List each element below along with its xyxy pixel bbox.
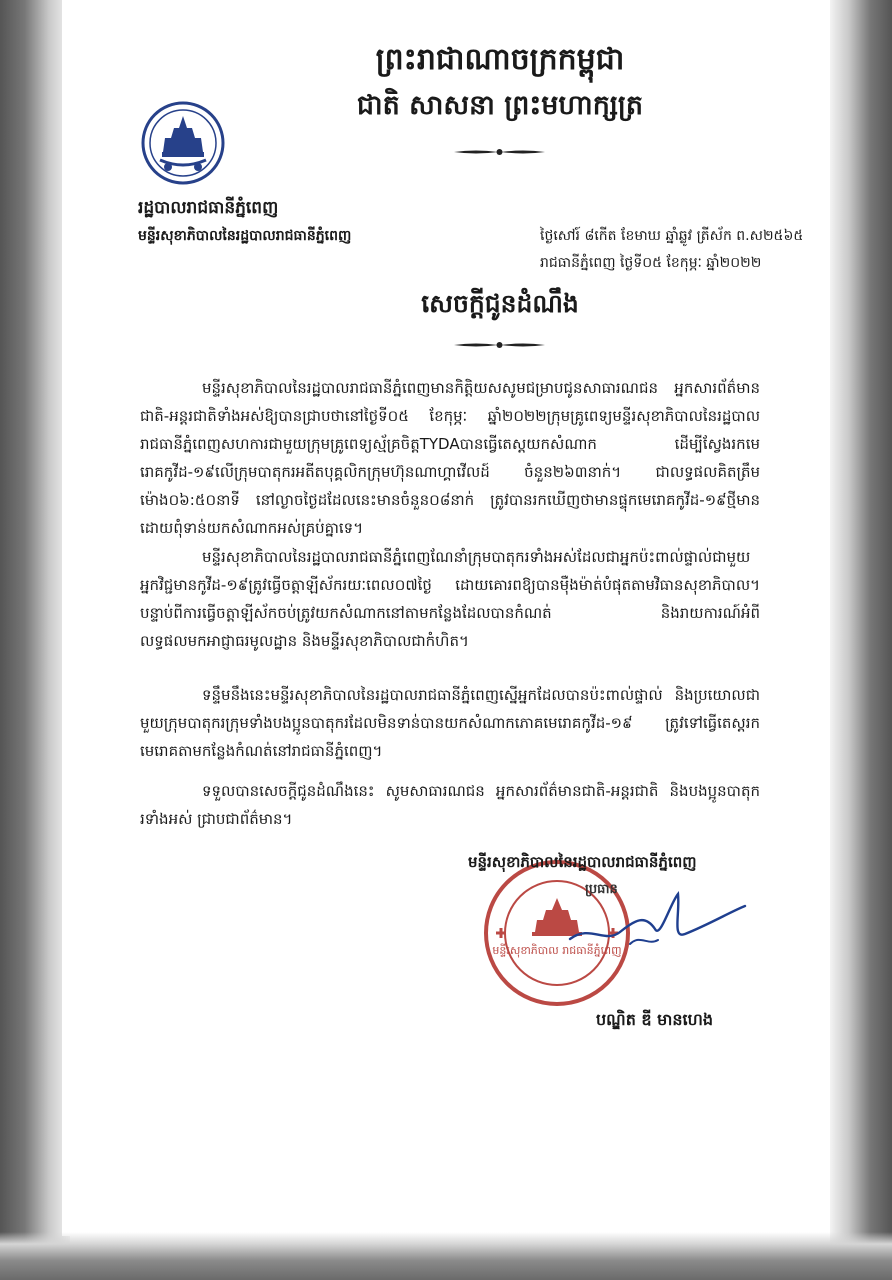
signatory-role: ប្រធាន [585,882,618,897]
kingdom-title: ព្រះរាជាណាចក្រកម្ពុជា [375,42,625,77]
divider-ornament-icon [452,142,547,162]
signatory-organization: មន្ទីរសុខាភិបាលនៃរដ្ឋបាលរាជធានីភ្នំពេញ [468,853,697,871]
handwritten-signature [560,884,750,964]
svg-text:មន្ទីរសុខាភិបាល រាជធានីភ្នំពេញ: មន្ទីរសុខាភិបាល រាជធានីភ្នំពេញ [492,944,622,957]
national-motto: ជាតិ សាសនា ព្រះមហាក្សត្រ [356,90,644,121]
body-paragraph: មន្ទីរសុខាភិបាលនៃរដ្ឋបាលរាជធានីភ្នំពេញណែនាំក្រុមបាតុករទាំងអស់ដែលជាអ្នកប៉ះពាល់ផ្ទាល់ជាមួយអ្នកវិជ្ជមានកូវីដ-១៩ត្រូវធ្វើចត្តាឡីស័ករយៈពេល០៧ថ្ងៃ ដោយគោរពឱ្យបានម៉ឺងម៉ាត់បំផុតតាមវិធានសុខាភិបាល។ បន្ទាប់ពីការធ្វើចត្តាឡីស័កចប់ត្រូវយកសំណាកនៅតាមកន្លែងដែលបានកំណត់ និងរាយការណ៍អំពីលទ្ធផលមកអាជ្ញាធរមូលដ្ឋាន និងមន្ទីរសុខាភិបាលជាកំហិត។ [140,548,760,650]
body-paragraph: មន្ទីរសុខាភិបាលនៃរដ្ឋបាលរាជធានីភ្នំពេញមានកិត្តិយសសូមជម្រាបជូនសាធារណជន អ្នកសារព័ត៌មានជាតិ-អន្តរជាតិទាំងអស់ឱ្យបានជ្រាបថានៅថ្ងៃទី០៥ ខែកុម្ភៈ ឆ្នាំ២០២២ក្រុមគ្រូពេទ្យមន្ទីរសុខាភិបាលនៃរដ្ឋបាលរាជធានីភ្នំពេញសហការជាមួយក្រុមគ្រូពេទ្យស្ម័គ្រចិត្តTYDAបានធ្វើតេស្តយកសំណាក ដើម្បីស្វែងរកមេរោគកូវីដ-១៩លើក្រុមបាតុករអតីតបុគ្គលិកក្រុមហ៊ុនណាហ្គាវើលដ៍ ចំនួន២៦៣នាក់។ ជាលទ្ធផលគិតត្រឹមម៉ោង០៦:៥០នាទី នៅល្ងាចថ្ងៃដដែលនេះមានចំនួន០៨នាក់ ត្រូវបានរកឃើញថាមានផ្ទុកមេរោគកូវីដ-១៩ថ្មីមាន ដោយពុំទាន់យកសំណាកអស់គ្រប់គ្នាទេ។ [140,379,760,537]
phnom-penh-emblem-icon [140,100,226,186]
department-name: មន្ទីរសុខាភិបាលនៃរដ្ឋបាលរាជធានីភ្នំពេញ [138,228,352,244]
signatory-name: បណ្ឌិត ឌី មានហេង [596,1010,713,1029]
solar-date: រាជធានីភ្នំពេញ ថ្ងៃទី០៥ ខែកុម្ភៈ ឆ្នាំ២០២២ [540,255,762,271]
body-paragraph: ទន្ទឹមនឹងនេះមន្ទីរសុខាភិបាលនៃរដ្ឋបាលរាជធានីភ្នំពេញស្នើអ្នកដែលបានប៉ះពាល់ផ្ទាល់ និងប្រយោលជាមួយក្រុមបាតុករក្រុមទាំងបងប្អូនបាតុករដែលមិនទាន់បានយកសំណាកភោគមេរោគកូវីដ-១៩ ត្រូវទៅធ្វើតេស្តរកមេរោគតាមកន្លែងកំណត់នៅរាជធានីភ្នំពេញ។ [140,686,760,760]
photo-edge-bottom [0,1232,892,1280]
document-title: សេចក្តីជូនដំណឹង [421,289,579,318]
administration-name: រដ្ឋបាលរាជធានីភ្នំពេញ [138,198,279,218]
lunar-date: ថ្ងៃសៅរ៍ ៨កើត ខែមាឃ ឆ្នាំឆ្លូវ ត្រីស័ក ព.ស២៥៦៥ [540,228,804,244]
photo-edge-right [830,0,892,1280]
photo-edge-left [0,0,70,1280]
divider-ornament-icon [452,335,547,355]
body-paragraph: ទទួលបានសេចក្តីជូនដំណឹងនេះ សូមសាធារណជន អ្នកសារព័ត៌មានជាតិ-អន្តរជាតិ និងបងប្អូនបាតុករទាំងអស់ ជ្រាបជាព័ត៌មាន។ [140,782,760,828]
